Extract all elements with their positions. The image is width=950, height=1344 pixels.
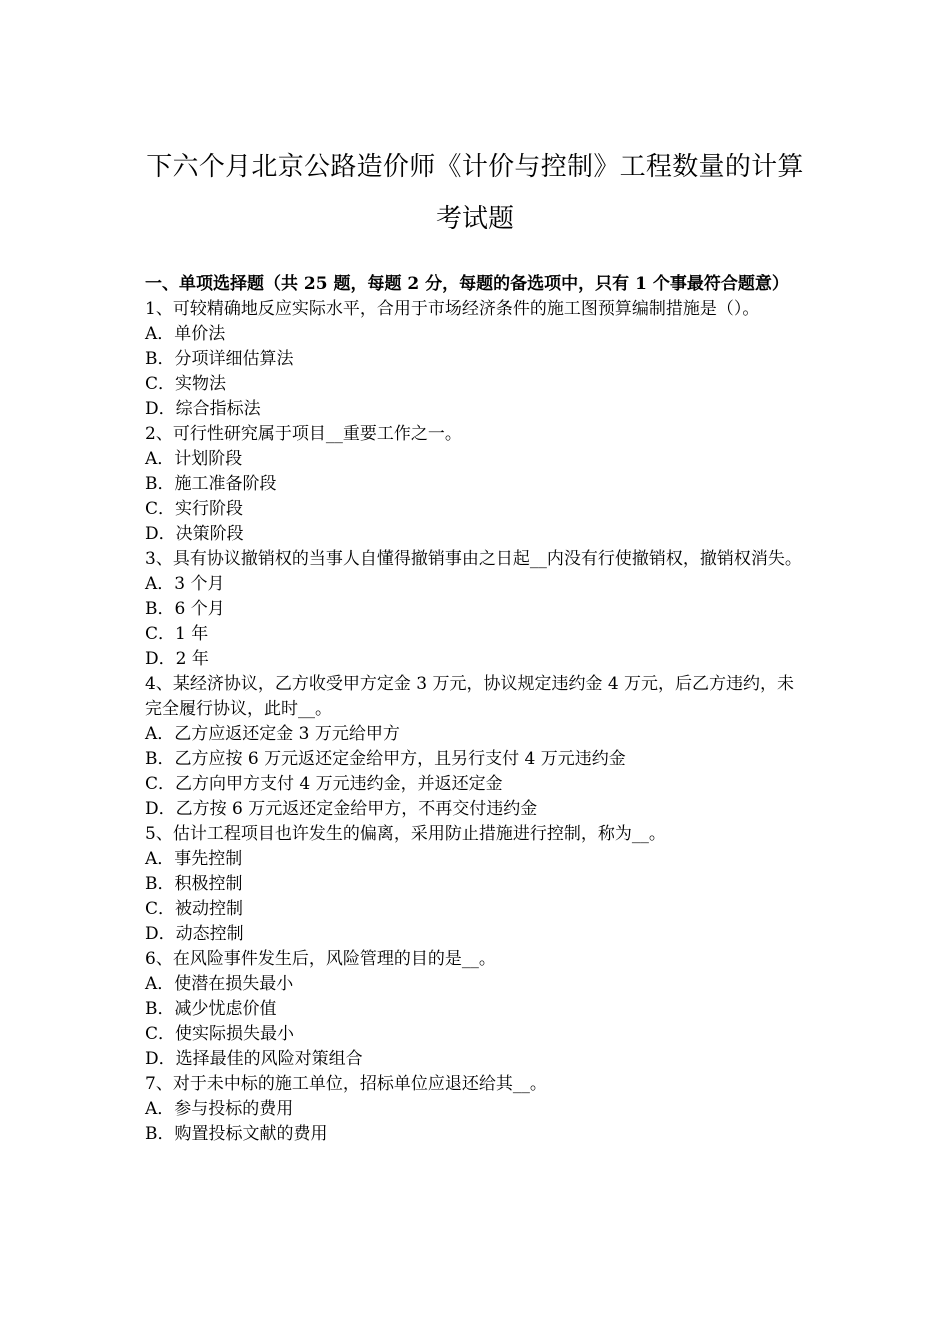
option-c: C．实行阶段: [145, 499, 244, 519]
option-b: B．分项详细估算法: [145, 349, 294, 369]
question-stem: 1、可较精确地反应实际水平，合用于市场经济条件的施工图预算编制措施是（）。: [145, 299, 760, 319]
question-6: [145, 947, 810, 1072]
document-body: [145, 272, 810, 1147]
option-a: A．单价法: [145, 324, 226, 344]
question-stem: 7、对于未中标的施工单位，招标单位应退还给其__。: [145, 1074, 547, 1094]
option-c: C．使实际损失最小: [145, 1024, 295, 1044]
option-c: C．被动控制: [145, 899, 244, 919]
option-a: A．参与投标的费用: [145, 1099, 294, 1119]
question-stem: 6、在风险事件发生后，风险管理的目的是__。: [145, 949, 496, 969]
option-a: A．计划阶段: [145, 449, 243, 469]
question-4: [145, 672, 810, 822]
document-title-line-2: 考试题: [435, 204, 514, 234]
option-d: D．乙方按 6 万元返还定金给甲方，不再交付违约金: [145, 799, 538, 819]
option-b: B．6 个月: [145, 599, 225, 619]
option-b: B．施工准备阶段: [145, 474, 277, 494]
option-d: D．动态控制: [145, 924, 244, 944]
option-b: B．减少忧虑价值: [145, 999, 277, 1019]
question-1: [145, 297, 810, 422]
option-d: D．决策阶段: [145, 524, 244, 544]
question-stem: 4、某经济协议，乙方收受甲方定金 3 万元，协议规定违约金 4 万元，后乙方违约，未完全履行协议，此时__。: [145, 674, 795, 719]
option-a: A．使潜在损失最小: [145, 974, 294, 994]
option-c: C．实物法: [145, 374, 227, 394]
question-stem: 5、估计工程项目也许发生的偏离，采用防止措施进行控制，称为__。: [145, 824, 666, 844]
option-b: B．积极控制: [145, 874, 243, 894]
option-a: A．3 个月: [145, 574, 225, 594]
option-c: C．乙方向甲方支付 4 万元违约金，并返还定金: [145, 774, 503, 794]
option-b: B．购置投标文献的费用: [145, 1124, 328, 1144]
option-d: D．2 年: [145, 649, 209, 669]
question-3: [145, 547, 810, 672]
option-a: A．事先控制: [145, 849, 243, 869]
question-7: [145, 1072, 810, 1147]
question-stem: 3、具有协议撤销权的当事人自懂得撤销事由之日起__内没有行使撤销权，撤销权消失。: [145, 549, 802, 569]
option-c: C．1 年: [145, 624, 209, 644]
question-5: [145, 822, 810, 947]
option-d: D．选择最佳的风险对策组合: [145, 1049, 363, 1069]
option-b: B．乙方应按 6 万元返还定金给甲方，且另行支付 4 万元违约金: [145, 749, 626, 769]
question-stem: 2、可行性研究属于项目__重要工作之一。: [145, 424, 462, 444]
question-2: [145, 422, 810, 547]
option-d: D．综合指标法: [145, 399, 261, 419]
option-a: A．乙方应返还定金 3 万元给甲方: [145, 724, 400, 744]
document-title-line-1: 下六个月北京公路造价师《计价与控制》工程数量的计算: [146, 152, 804, 182]
section-heading: 一、单项选择题（共 25 题，每题 2 分，每题的备选项中，只有 1 个事最符合题意）: [145, 274, 789, 294]
